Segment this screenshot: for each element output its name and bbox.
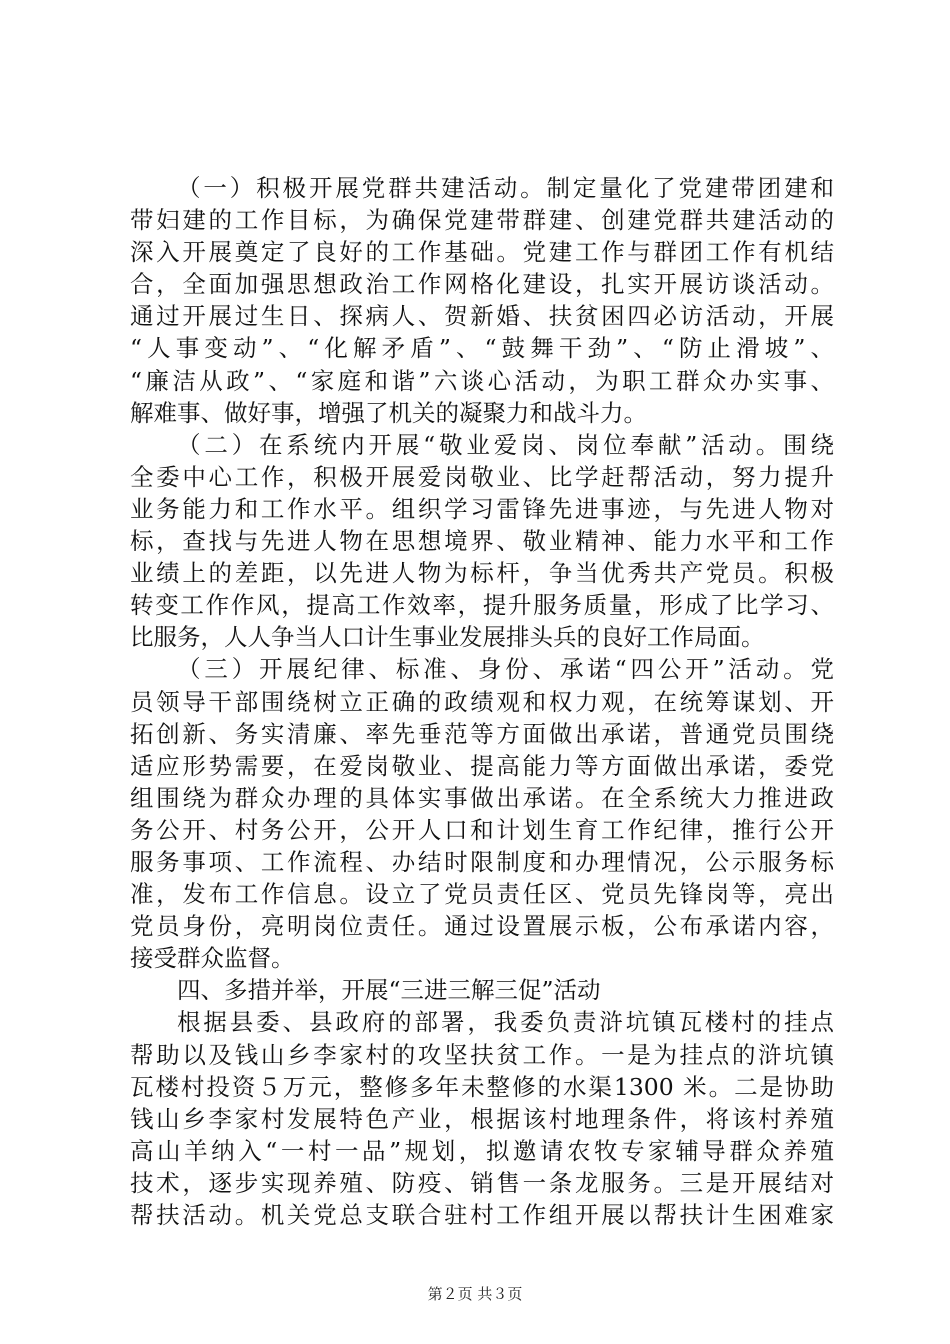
paragraph-line: 业绩上的差距，以先进人物为标杆，争当优秀共产党员。积极 [130,559,834,588]
paragraph-line: 根据县委、县政府的部署，我委负责浒坑镇瓦楼村的挂点 [177,1008,834,1037]
paragraph-line: 帮扶活动。机关党总支联合驻村工作组开展以帮扶计生困难家 [130,1201,834,1229]
paragraph-line: “人事变动”、“化解矛盾”、“鼓舞干劲”、“防止滑坡”、 [130,334,834,363]
paragraph-line: 瓦楼村投资５万元，整修多年未整修的水渠1300 米。二是协助 [130,1072,834,1101]
paragraph-line: 合，全面加强思想政治工作网格化建设，扎实开展访谈活动。 [130,270,834,299]
paragraph-line: 业务能力和工作水平。组织学习雷锋先进事迹，与先进人物对 [130,494,834,523]
paragraph-line: 解难事、做好事，增强了机关的凝聚力和战斗力。 [130,398,647,427]
paragraph-line: 适应形势需要，在爱岗敬业、提高能力等方面做出承诺，委党 [130,751,834,780]
paragraph-line: 组围绕为群众办理的具体实事做出承诺。在全系统大力推进政 [130,783,834,812]
paragraph-line: 准，发布工作信息。设立了党员责任区、党员先锋岗等，亮出 [130,880,834,909]
paragraph-line: 比服务，人人争当人口计生事业发展排头兵的良好工作局面。 [130,623,765,652]
paragraph-line: 标，查找与先进人物在思想境界、敬业精神、能力水平和工作 [130,527,834,556]
paragraph-line: 深入开展奠定了良好的工作基础。党建工作与群团工作有机结 [130,238,834,267]
paragraph-line: （一）积极开展党群共建活动。制定量化了党建带团建和 [177,174,834,202]
paragraph-line: 拓创新、务实清廉、率先垂范等方面做出承诺，普通党员围绕 [130,719,834,748]
paragraph-line: 钱山乡李家村发展特色产业，根据该村地理条件，将该村养殖 [130,1104,834,1133]
paragraph-line: 接受群众监督。 [130,944,295,973]
paragraph-line: （三）开展纪律、标准、身份、承诺“四公开”活动。党 [177,655,834,684]
paragraph-line: （二）在系统内开展“敬业爱岗、岗位奉献”活动。围绕 [177,430,834,459]
page-number-footer: 第２页 共３页 [427,1285,523,1303]
paragraph-line: “廉洁从政”、“家庭和谐”六谈心活动，为职工群众办实事、 [130,366,834,395]
paragraph-line: 高山羊纳入“一村一品”规划，拟邀请农牧专家辅导群众养殖 [130,1136,834,1165]
paragraph-line: 党员身份，亮明岗位责任。通过设置展示板，公布承诺内容， [130,912,834,941]
paragraph-line: 全委中心工作，积极开展爱岗敬业、比学赶帮活动，努力提升 [130,462,834,491]
paragraph-line: 务公开、村务公开，公开人口和计划生育工作纪律，推行公开 [130,815,834,844]
paragraph-line: 技术，逐步实现养殖、防疫、销售一条龙服务。三是开展结对 [130,1168,834,1197]
paragraph-line: 服务事项、工作流程、办结时限制度和办理情况，公示服务标 [130,847,834,876]
paragraph-line: 帮助以及钱山乡李家村的攻坚扶贫工作。一是为挂点的浒坑镇 [130,1040,834,1069]
paragraph-line: 转变工作作风，提高工作效率，提升服务质量，形成了比学习、 [130,591,834,620]
paragraph-line: 员领导干部围绕树立正确的政绩观和权力观，在统筹谋划、开 [130,687,834,716]
paragraph-line: 通过开展过生日、探病人、贺新婚、扶贫困四必访活动，开展 [130,302,834,331]
section-heading: 四、多措并举，开展“三进三解三促”活动 [177,976,601,1005]
paragraph-line: 带妇建的工作目标，为确保党建带群建、创建党群共建活动的 [130,206,834,235]
document-body [130,172,834,1231]
